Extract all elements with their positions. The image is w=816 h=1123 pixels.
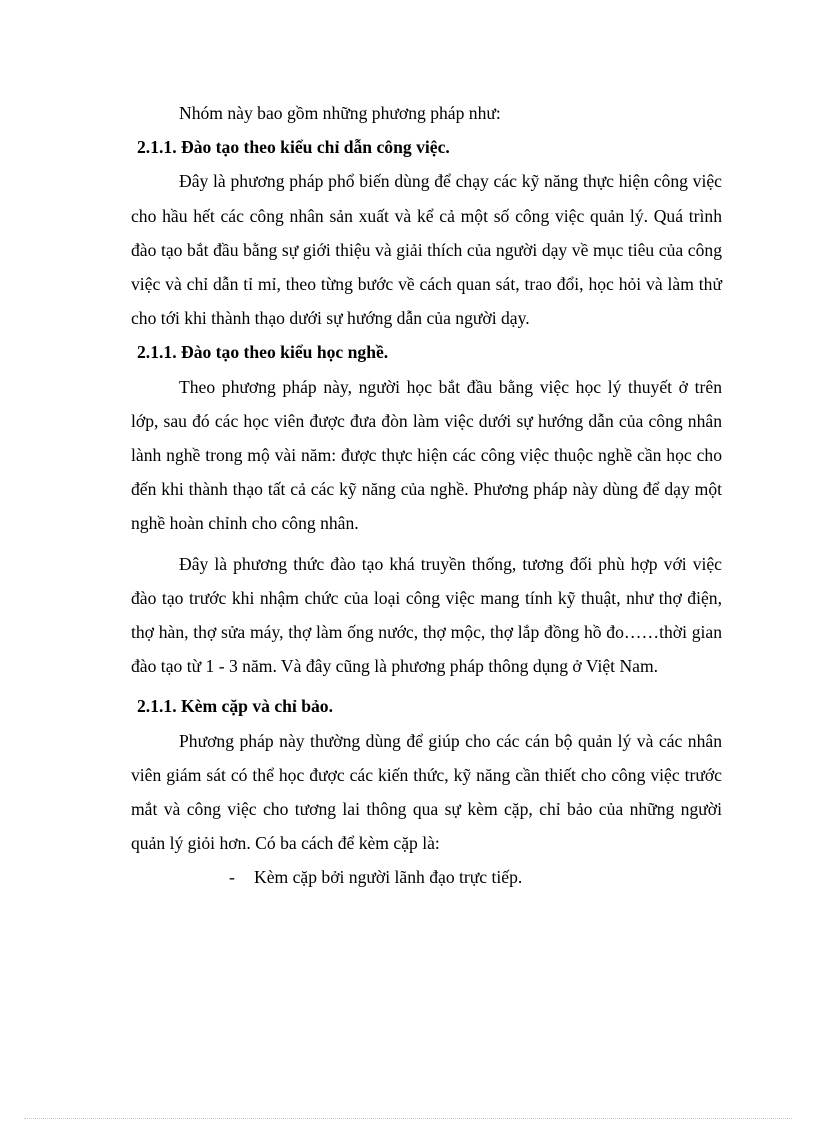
section-paragraph-apprenticeship-1: Theo phương pháp này, người học bắt đầu bằng việc học lý thuyết ở trên lớp, sau đó các học viên được đưa đòn làm việc dưới sự hướng dẫn của công nhân lành nghề trong mộ vài năm: được thực hiện các công việc thuộc nghề cần học cho đến khi thành thạo tất cả các kỹ năng của nghề. Phương pháp này dùng để dạy một nghề hoàn chỉnh cho công nhân.: [131, 376, 722, 534]
section-heading-instruction: 2.1.1. Đào tạo theo kiểu chỉ dẫn công việc.: [137, 137, 450, 158]
section-paragraph-coaching: Phương pháp này thường dùng để giúp cho các cán bộ quản lý và các nhân viên giám sát có thể học được các kiến thức, kỹ năng cần thiết cho công việc trước mắt và công việc cho tương lai thông qua sự kèm cặp, chỉ bảo của những người quản lý giỏi hơn. Có ba cách để kèm cặp là:: [131, 730, 722, 854]
bullet-dash: -: [229, 867, 235, 888]
list-item: [229, 860, 722, 894]
intro-paragraph: Nhóm này bao gồm những phương pháp như:: [179, 103, 501, 123]
section-heading-apprenticeship: 2.1.1. Đào tạo theo kiểu học nghề.: [137, 342, 389, 363]
section-heading-coaching: 2.1.1. Kèm cặp và chỉ bảo.: [137, 696, 333, 717]
list-item-text: Kèm cặp bởi người lãnh đạo trực tiếp.: [254, 867, 523, 888]
document-body: [131, 96, 722, 895]
page-bottom-rule: [24, 1118, 792, 1119]
section-paragraph-instruction: Đây là phương pháp phổ biến dùng để chạy các kỹ năng thực hiện công việc cho hầu hết các công nhân sản xuất và kể cả một số công việc quản lý. Quá trình đào tạo bắt đầu bằng sự giới thiệu và giải thích của người dạy về mục tiêu của công việc và chỉ dẫn tỉ mỉ, theo từng bước về cách quan sát, trao đổi, học hỏi và làm thử cho tới khi thành thạo dưới sự hướng dẫn của người dạy.: [131, 171, 722, 329]
section-paragraph-apprenticeship-2: Đây là phương thức đào tạo khá truyền thống, tương đối phù hợp với việc đào tạo trước khi nhậm chức của loại công việc mang tính kỹ thuật, như thợ điện, thợ hàn, thợ sửa máy, thợ làm ống nước, thợ mộc, thợ lắp đồng hồ đo……thời gian đào tạo từ 1 - 3 năm. Và đây cũng là phương pháp thông dụng ở Việt Nam.: [131, 553, 722, 677]
